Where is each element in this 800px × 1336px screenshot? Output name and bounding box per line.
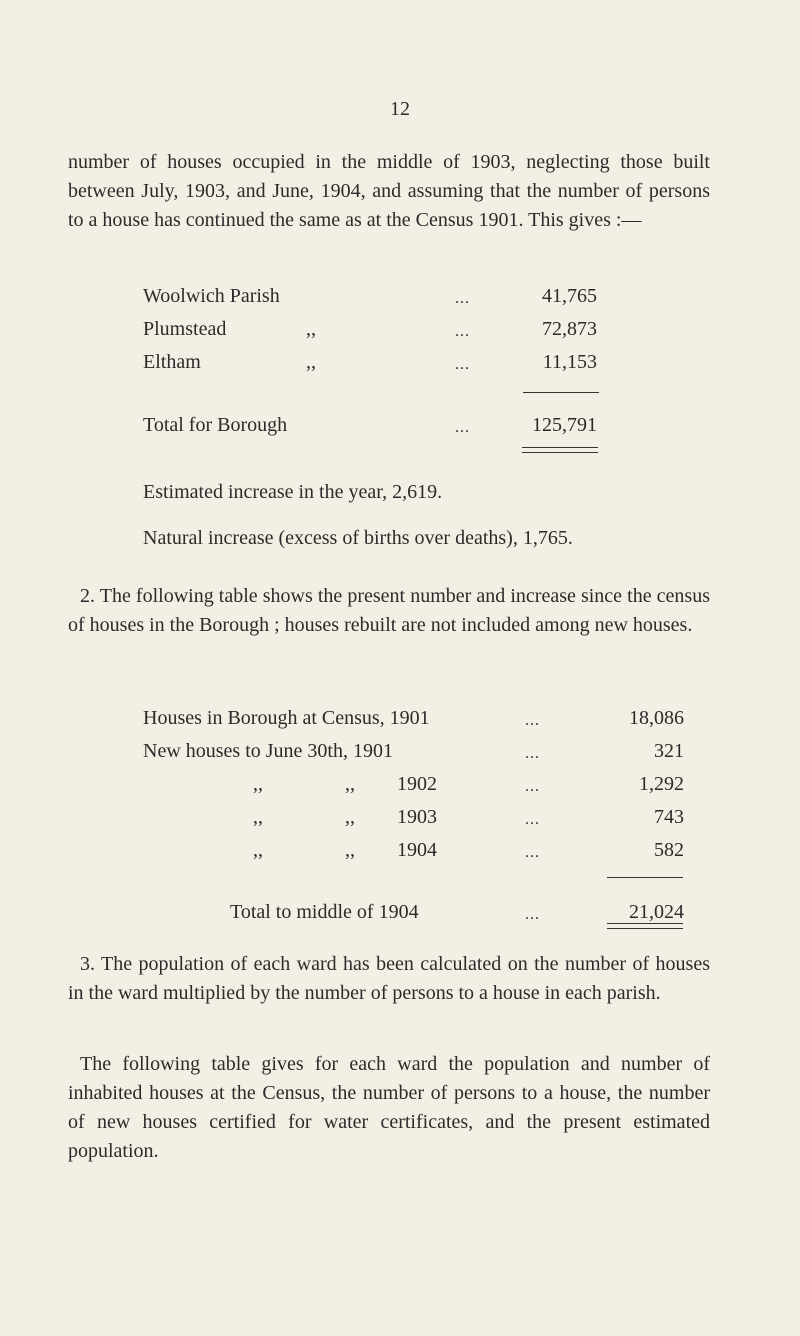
parish-label: Eltham: [143, 351, 201, 373]
leader-dots: ...: [525, 745, 540, 762]
total-double-rule: [607, 923, 683, 929]
ditto-mark: ,,: [253, 806, 263, 828]
houses-value: 321: [654, 740, 684, 762]
ditto-mark: ,,: [306, 351, 316, 373]
houses-year: 1903: [397, 806, 437, 828]
leader-dots: ...: [455, 356, 470, 373]
sum-rule: [607, 877, 683, 878]
section-3-paragraph: 3. The population of each ward has been calculated on the number of houses in the ward multiplied by the number of persons to a house in each parish.: [68, 953, 710, 1004]
leader-dots: ...: [525, 712, 540, 729]
houses-value: 18,086: [629, 707, 684, 729]
sum-rule: [523, 392, 599, 393]
ditto-mark: ,,: [253, 839, 263, 861]
leader-dots: ...: [525, 778, 540, 795]
ditto-mark: ,,: [345, 773, 355, 795]
total-double-rule: [522, 447, 598, 453]
houses-label: Houses in Borough at Census, 1901: [143, 707, 430, 729]
parish-label: Plumstead: [143, 318, 227, 340]
ditto-mark: ,,: [306, 318, 316, 340]
houses-year: 1904: [397, 839, 437, 861]
parish-value: 41,765: [542, 285, 597, 307]
page-number: 12: [390, 98, 410, 120]
leader-dots: ...: [455, 419, 470, 436]
section-2-paragraph: 2. The following table shows the present number and increase since the census of houses in the Borough ; houses rebuilt are not included among new houses.: [68, 585, 710, 636]
parish-total-label: Total for Borough: [143, 414, 288, 436]
leader-dots: ...: [455, 290, 470, 307]
leader-dots: ...: [525, 906, 540, 923]
houses-total-value: 21,024: [629, 901, 684, 923]
ditto-mark: ,,: [345, 839, 355, 861]
houses-total-label: Total to middle of 1904: [230, 901, 419, 923]
houses-value: 1,292: [639, 773, 684, 795]
ditto-mark: ,,: [253, 773, 263, 795]
leader-dots: ...: [525, 811, 540, 828]
parish-value: 11,153: [542, 351, 597, 373]
parish-label: Woolwich Parish: [143, 285, 280, 307]
houses-label: New houses to June 30th, 1901: [143, 740, 393, 762]
leader-dots: ...: [455, 323, 470, 340]
houses-value: 743: [654, 806, 684, 828]
houses-value: 582: [654, 839, 684, 861]
parish-total-value: 125,791: [532, 414, 597, 436]
houses-year: 1902: [397, 773, 437, 795]
ward-table-intro-paragraph: The following table gives for each ward the population and number of inhabited houses at the Census, the number of persons to a house, the number of new houses certified for water certificates, and the present estimated population.: [68, 1053, 710, 1162]
intro-paragraph: number of houses occupied in the middle of 1903, neglecting those built between July, 1903, and June, 1904, and assuming that the number of persons to a house has continued the same as at the Census 1901. This gives :—: [68, 151, 710, 231]
natural-increase-text: Natural increase (excess of births over deaths), 1,765.: [143, 527, 573, 549]
parish-value: 72,873: [542, 318, 597, 340]
ditto-mark: ,,: [345, 806, 355, 828]
estimated-increase-text: Estimated increase in the year, 2,619.: [143, 481, 443, 503]
leader-dots: ...: [525, 844, 540, 861]
